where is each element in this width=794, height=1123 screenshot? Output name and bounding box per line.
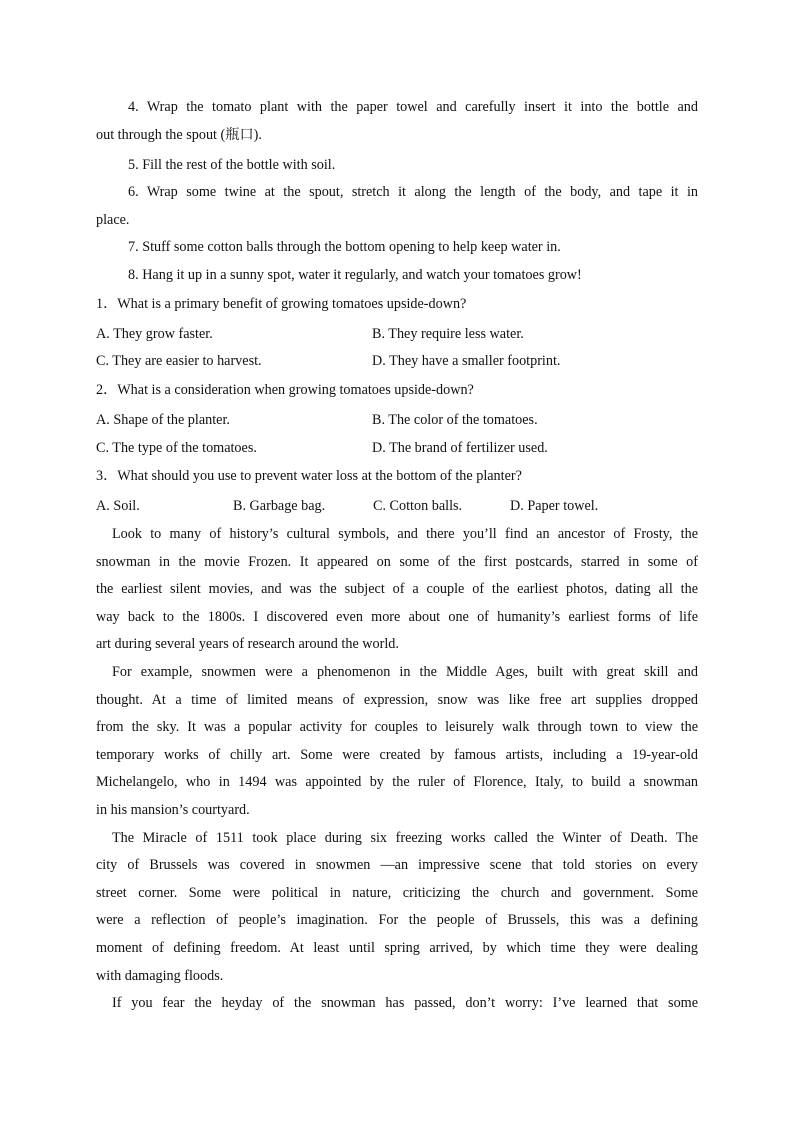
question-2-option-d: D. The brand of fertilizer used.: [372, 440, 548, 456]
question-3-stem: 3．What should you use to prevent water loss at the bottom of the planter?: [96, 468, 522, 484]
step-5: 5. Fill the rest of the bottle with soil.: [128, 157, 336, 173]
passage-p3-line: moment of defining freedom. At least until spring arrived, by which time they were dealing: [96, 940, 698, 956]
passage-p2-line: Michelangelo, who in 1494 was appointed by the ruler of Florence, Italy, to build a snowman: [96, 774, 698, 790]
question-1-option-a: A. They grow faster.: [96, 326, 213, 342]
passage-p2-line: temporary works of chilly art. Some were created by famous artists, including a 19-year-old: [96, 747, 698, 763]
step-6-line-2: place.: [96, 212, 130, 228]
question-3-option-d: D. Paper towel.: [510, 498, 599, 514]
question-2-option-a: A. Shape of the planter.: [96, 412, 230, 428]
question-2-option-b: B. The color of the tomatoes.: [372, 412, 538, 428]
question-1-option-c: C. They are easier to harvest.: [96, 353, 262, 369]
passage-p3-line: with damaging floods.: [96, 968, 224, 984]
question-1-stem: 1．What is a primary benefit of growing tomatoes upside-down?: [96, 296, 467, 312]
question-2-option-c: C. The type of the tomatoes.: [96, 440, 257, 456]
step-7: 7. Stuff some cotton balls through the bottom opening to help keep water in.: [128, 239, 561, 255]
question-2-stem: 2．What is a consideration when growing tomatoes upside-down?: [96, 382, 474, 398]
passage-p3-line: street corner. Some were political in nature, criticizing the church and government. Some: [96, 885, 698, 901]
step-6-line-1: 6. Wrap some twine at the spout, stretch it along the length of the body, and tape it in: [128, 184, 698, 200]
passage-p2-line: For example, snowmen were a phenomenon in the Middle Ages, built with great skill and: [112, 664, 698, 680]
step-4-line-2: out through the spout (瓶口).: [96, 127, 262, 143]
passage-p1-line: art during several years of research around the world.: [96, 636, 399, 652]
question-1-option-d: D. They have a smaller footprint.: [372, 353, 561, 369]
passage-p3-line: The Miracle of 1511 took place during six freezing works called the Winter of Death. The: [112, 830, 698, 846]
passage-p2-line: in his mansion’s courtyard.: [96, 802, 250, 818]
passage-p3-line: city of Brussels was covered in snowmen —an impressive scene that told stories on every: [96, 857, 698, 873]
passage-p1-line: the earliest silent movies, and was the subject of a couple of the earliest photos, dating all the: [96, 581, 698, 597]
passage-p2-line: thought. At a time of limited means of expression, snow was like free art supplies dropped: [96, 692, 698, 708]
passage-p1-line: way back to the 1800s. I discovered even more about one of humanity’s earliest forms of life: [96, 609, 698, 625]
question-3-option-a: A. Soil.: [96, 498, 140, 514]
question-1-option-b: B. They require less water.: [372, 326, 524, 342]
question-3-option-b: B. Garbage bag.: [233, 498, 326, 514]
step-4-line-1: 4. Wrap the tomato plant with the paper towel and carefully insert it into the bottle and: [128, 99, 698, 115]
passage-p1-line: Look to many of history’s cultural symbols, and there you’ll find an ancestor of Frosty, the: [112, 526, 698, 542]
step-8: 8. Hang it up in a sunny spot, water it regularly, and watch your tomatoes grow!: [128, 267, 582, 283]
question-3-option-c: C. Cotton balls.: [373, 498, 463, 514]
passage-p1-line: snowman in the movie Frozen. It appeared on some of the first postcards, starred in some of: [96, 554, 698, 570]
passage-p3-line: were a reflection of people’s imagination. For the people of Brussels, this was a defining: [96, 912, 698, 928]
passage-p2-line: from the sky. It was a popular activity for couples to leisurely walk through town to view the: [96, 719, 698, 735]
passage-p4-line: If you fear the heyday of the snowman has passed, don’t worry: I’ve learned that some: [112, 995, 698, 1011]
